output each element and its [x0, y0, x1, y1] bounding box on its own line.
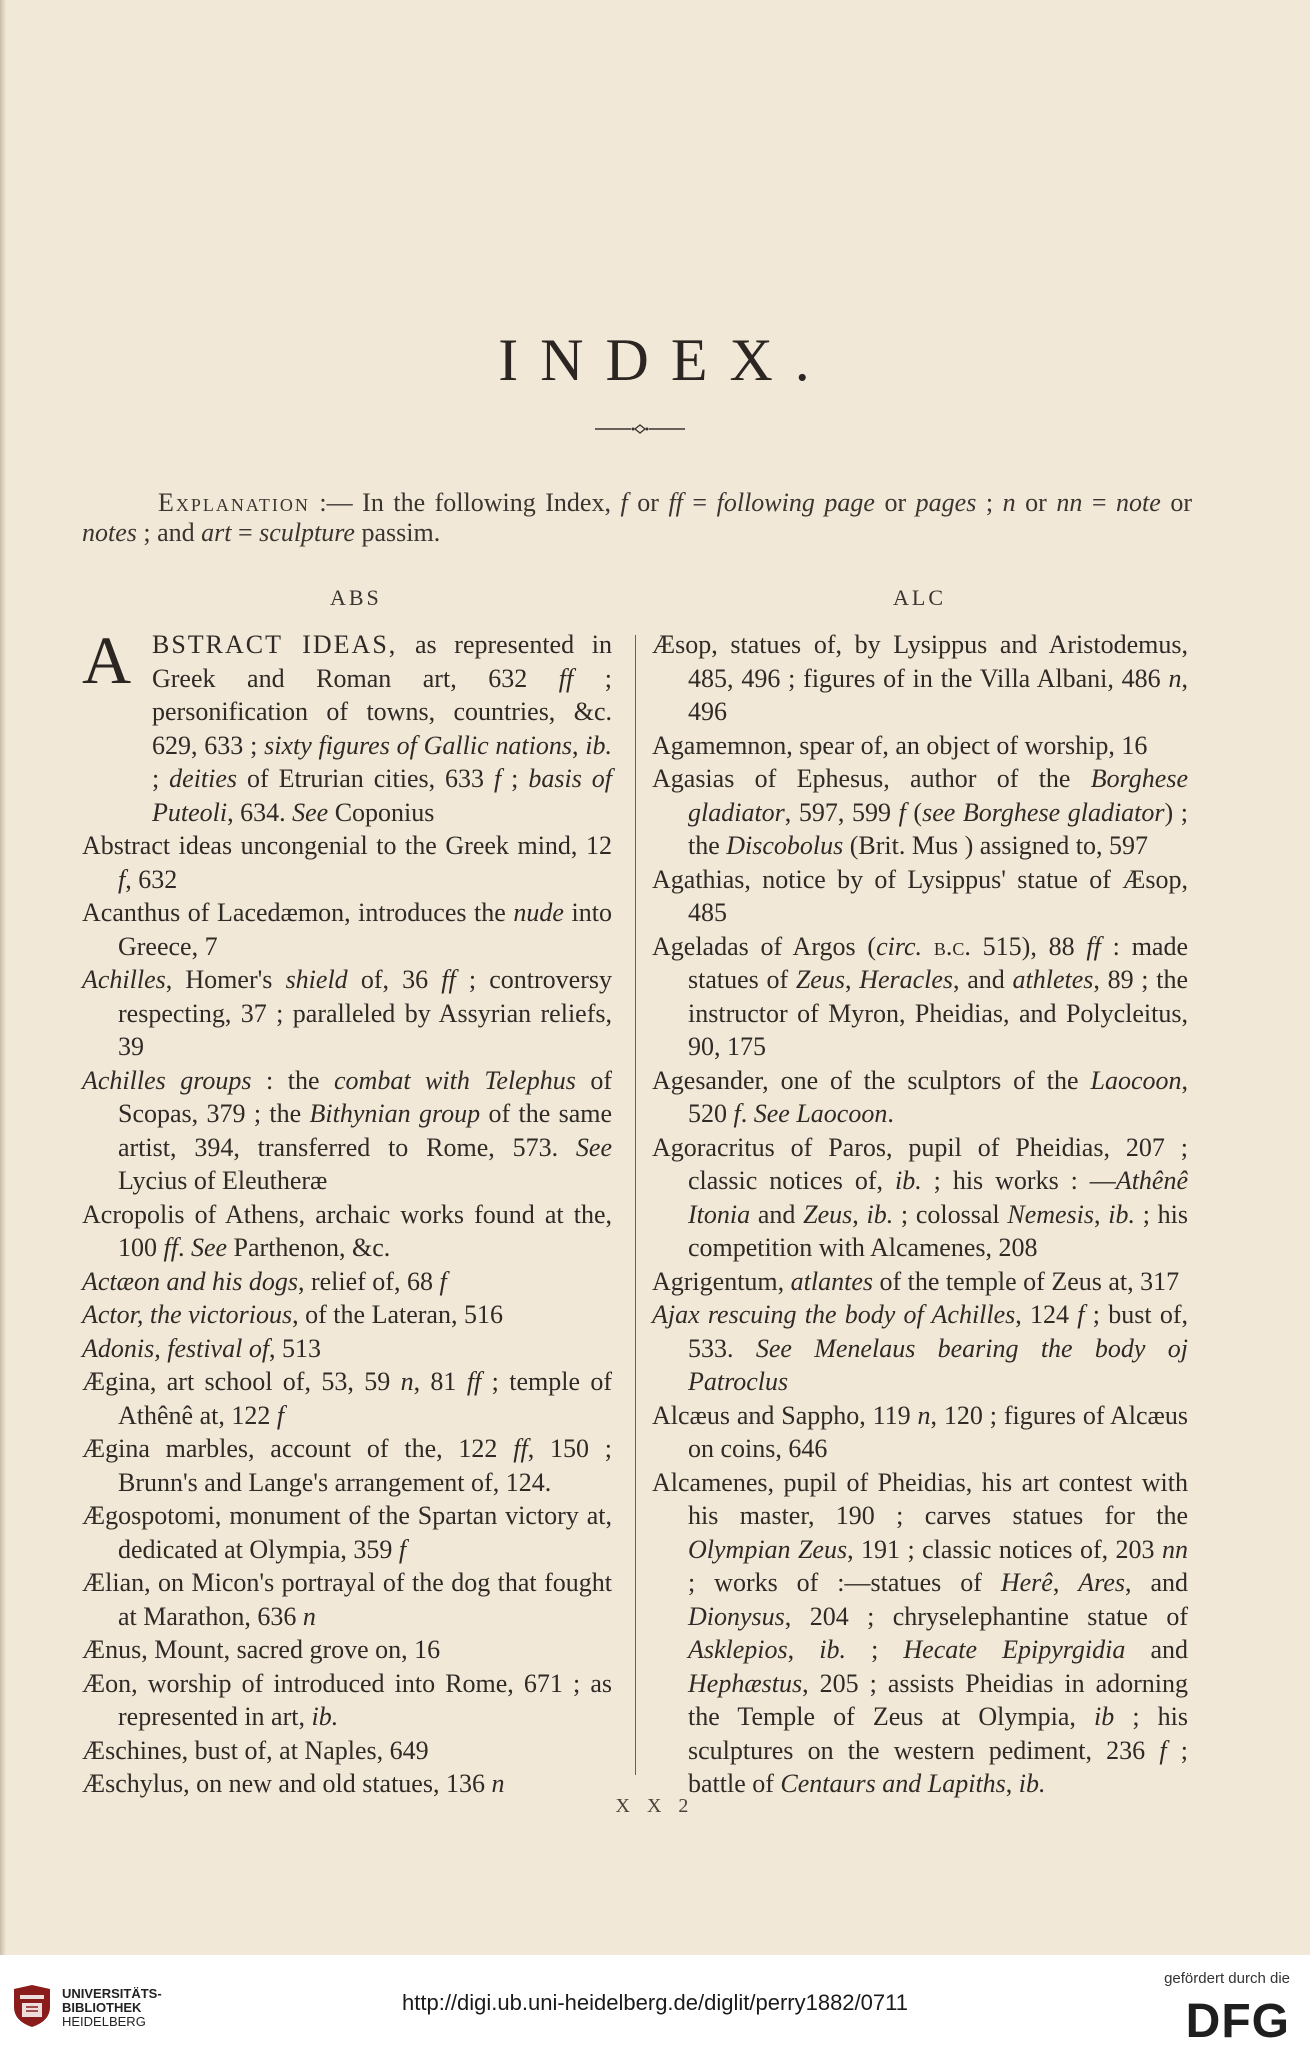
left-index-entry: Achilles, Homer's shield of, 36 ff ; controversy respecting, 37 ; paralleled by Assyrian reliefs, 39	[82, 965, 612, 1061]
page-edge-shadow	[0, 0, 6, 1955]
signature-mark: X X 2	[615, 1795, 695, 1817]
page-title: INDEX.	[498, 327, 832, 393]
right-index-entry: Alcamenes, pupil of Pheidias, his art contest with his master, 190 ; carves statues for the Olympian Zeus, 191 ; classic notices of, 203 nn ; works of :—statues of Herê, Ares, and Dionysus, 204 ; chryselephantine statue of Asklepios, ib. ; Hecate Epipyrgidia and Hephæstus, 205 ; assists Pheidias in adorning the Temple of Zeus at Olympia, ib ; his sculptures on the western pediment, 236 f ; battle of Centaurs and Lapiths, ib.	[652, 1467, 1188, 1798]
library-line-3: HEIDELBERG	[62, 2014, 146, 2029]
left-index-entry: Ægina, art school of, 53, 59 n, 81 ff ; temple of Athênê at, 122 f	[82, 1367, 613, 1430]
permalink-url[interactable]: http://digi.ub.uni-heidelberg.de/diglit/perry1882/0711	[402, 1990, 908, 2015]
left-column-header: ABS	[330, 585, 382, 610]
right-index-entry: Ageladas of Argos (circ. b.c. 515), 88 ff : made statues of Zeus, Heracles, and athletes, 89 ; the instructor of Myron, Pheidias, and Polycleitus, 90, 175	[652, 931, 1189, 1061]
right-index-entry: Æsop, statues of, by Lysippus and Aristodemus, 485, 496 ; figures of in the Villa Albani, 486 n, 496	[652, 630, 1188, 726]
left-index-entry: Ælian, on Micon's portrayal of the dog that fought at Marathon, 636 n	[82, 1568, 612, 1631]
left-index-entry: Actor, the victorious, of the Lateran, 516	[82, 1300, 503, 1329]
explanation-label: Explanation	[158, 488, 310, 517]
left-index-entry: Adonis, festival of, 513	[82, 1333, 322, 1363]
right-index-entry: Agamemnon, spear of, an object of worship, 16	[652, 730, 1148, 760]
right-entry-list	[652, 628, 1188, 1801]
right-index-entry: Agasias of Ephesus, author of the Borghese gladiator, 597, 599 f (see Borghese gladiator) ; the Discobolus (Brit. Mus ) assigned to, 597	[652, 764, 1188, 860]
right-column-header: ALC	[893, 585, 946, 610]
right-index-entry: Agoracritus of Paros, pupil of Pheidias, 207 ; classic notices of, ib. ; his works : —Athênê Itonia and Zeus, ib. ; colossal Nemesis, ib. ; his competition with Alcamenes, 208	[652, 1132, 1189, 1262]
left-index-entry: Acanthus of Lacedæmon, introduces the nude into Greece, 7	[82, 898, 612, 961]
left-index-entry: Acropolis of Athens, archaic works found at the, 100 ff. See Parthenon, &c.	[82, 1199, 612, 1262]
left-index-entry: Abstract ideas uncongenial to the Greek mind, 12 f, 632	[82, 831, 612, 894]
funded-by-label: gefördert durch die	[1164, 1970, 1290, 1987]
left-index-entry: Ænus, Mount, sacred grove on, 16	[82, 1635, 441, 1664]
drop-cap: A	[82, 622, 132, 698]
right-index-entry: Agrigentum, atlantes of the temple of Zeus at, 317	[652, 1266, 1180, 1296]
left-entry-list	[82, 829, 612, 1801]
left-index-entry: Actæon and his dogs, relief of, 68 f	[82, 1266, 447, 1296]
title-ornament	[595, 424, 685, 434]
library-line-1: UNIVERSITÄTS-	[62, 1986, 162, 2001]
left-index-entry: Ægospotomi, monument of the Spartan victory at, dedicated at Olympia, 359 f	[82, 1501, 612, 1564]
left-index-entry: Æschylus, on new and old statues, 136 n	[82, 1769, 505, 1798]
right-index-entry: Agathias, notice by of Lysippus' statue of Æsop, 485	[652, 864, 1188, 927]
right-index-entry: Alcæus and Sappho, 119 n, 120 ; figures of Alcæus on coins, 646	[652, 1400, 1188, 1463]
index-entry-abstract-ideas	[82, 622, 612, 829]
right-index-column	[652, 628, 1188, 1801]
entry-headword: BSTRACT IDEAS,	[152, 630, 398, 659]
right-index-entry: Ajax rescuing the body of Achilles, 124 f ; bust of, 533. See Menelaus bearing the body oj Patroclus	[652, 1300, 1188, 1396]
left-index-entry: Æon, worship of introduced into Rome, 671 ; as represented in art, ib.	[82, 1668, 612, 1731]
dfg-logo: DFG	[1185, 1995, 1290, 2048]
left-index-entry: Æschines, bust of, at Naples, 649	[82, 1735, 429, 1765]
left-index-column	[82, 622, 613, 1801]
explanation-text: :— In the following Index, f or ff = following page or pages ; n or nn = note or notes ; and art = sculpture passim.	[82, 488, 1192, 547]
left-index-entry: Achilles groups : the combat with Telephus of Scopas, 379 ; the Bithynian group of the same artist, 394, transferred to Rome, 573. See Lycius of Eleutheræ	[82, 1065, 612, 1195]
entry-text: as represented in Greek and Roman art, 632 ff ; personification of towns, countries, &c. 629, 633 ; sixty figures of Gallic nations, ib. ; deities of Etrurian cities, 633 f ; basis of Puteoli, 634. See Coponius	[152, 630, 612, 827]
left-index-entry: Ægina marbles, account of the, 122 ff, 150 ; Brunn's and Lange's arrangement of, 124.	[82, 1434, 613, 1497]
right-index-entry: Agesander, one of the sculptors of the Laocoon, 520 f. See Laocoon.	[652, 1065, 1188, 1128]
column-divider	[635, 635, 636, 1775]
library-line-2: BIBLIOTHEK	[62, 2000, 142, 2015]
index-explanation	[82, 488, 1192, 548]
